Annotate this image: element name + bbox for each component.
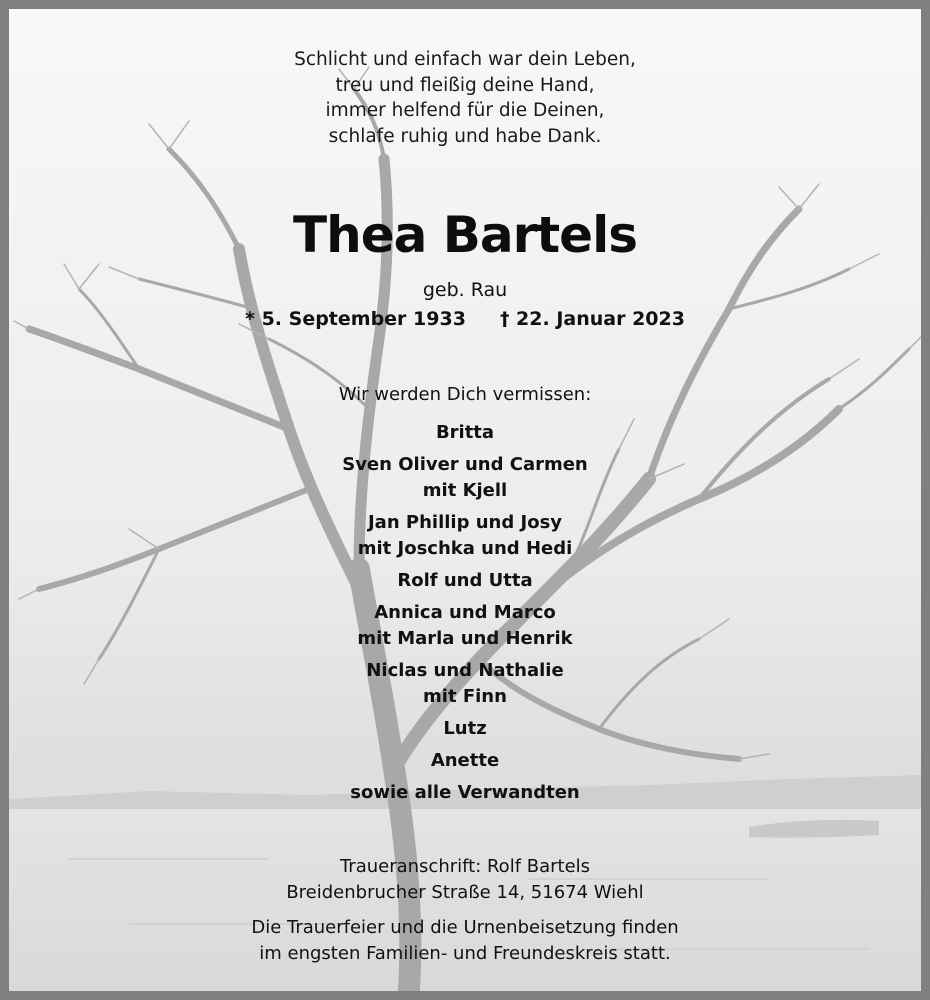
mourner-group	[9, 510, 921, 562]
mourner-line: sowie alle Verwandten	[350, 782, 580, 803]
notice-line: Die Trauerfeier und die Urnenbeisetzung finden	[251, 917, 679, 938]
poem-line: schlafe ruhig und habe Dank.	[328, 125, 602, 147]
mourners-intro: Wir werden Dich vermissen:	[338, 384, 592, 405]
life-dates	[9, 306, 921, 332]
mourner-line: mit Joschka und Hedi	[357, 538, 573, 559]
address-line: Traueranschrift: Rolf Bartels	[339, 856, 591, 877]
mourner-line: Rolf und Utta	[397, 570, 533, 591]
mourner-group	[9, 780, 921, 806]
mourner-line: Britta	[435, 422, 495, 443]
mourner-line: Anette	[430, 750, 500, 771]
death-date: † 22. Januar 2023	[499, 308, 685, 330]
mourner-group	[9, 452, 921, 504]
mourner-line: Annica und Marco	[374, 602, 556, 623]
poem-line: immer helfend für die Deinen,	[325, 100, 605, 121]
mourners-list	[9, 420, 921, 812]
mourner-group	[9, 420, 921, 446]
mourner-line: mit Finn	[423, 686, 507, 707]
poem	[9, 47, 921, 149]
mourner-line: mit Marla und Henrik	[357, 628, 573, 649]
born-name: geb. Rau	[422, 279, 508, 301]
funeral-notice	[9, 915, 921, 967]
mourner-group	[9, 716, 921, 742]
mourner-line: Niclas und Nathalie	[366, 660, 564, 681]
mourner-group	[9, 658, 921, 710]
mourner-group	[9, 600, 921, 652]
poem-line: treu und fleißig deine Hand,	[335, 74, 595, 96]
mourning-address	[9, 854, 921, 906]
poem-line: Schlicht und einfach war dein Leben,	[294, 49, 636, 70]
birth-date: * 5. September 1933	[245, 308, 466, 330]
address-line: Breidenbrucher Straße 14, 51674 Wiehl	[286, 882, 644, 903]
mourner-line: mit Kjell	[422, 480, 508, 501]
mourner-group	[9, 568, 921, 594]
mourner-group	[9, 748, 921, 774]
mourner-line: Sven Oliver und Carmen	[342, 454, 588, 475]
notice-line: im engsten Familien- und Freundeskreis statt.	[259, 943, 671, 964]
mourner-line: Lutz	[443, 718, 487, 739]
mourner-line: Jan Phillip und Josy	[367, 512, 563, 533]
deceased-name: Thea Bartels	[293, 206, 637, 264]
